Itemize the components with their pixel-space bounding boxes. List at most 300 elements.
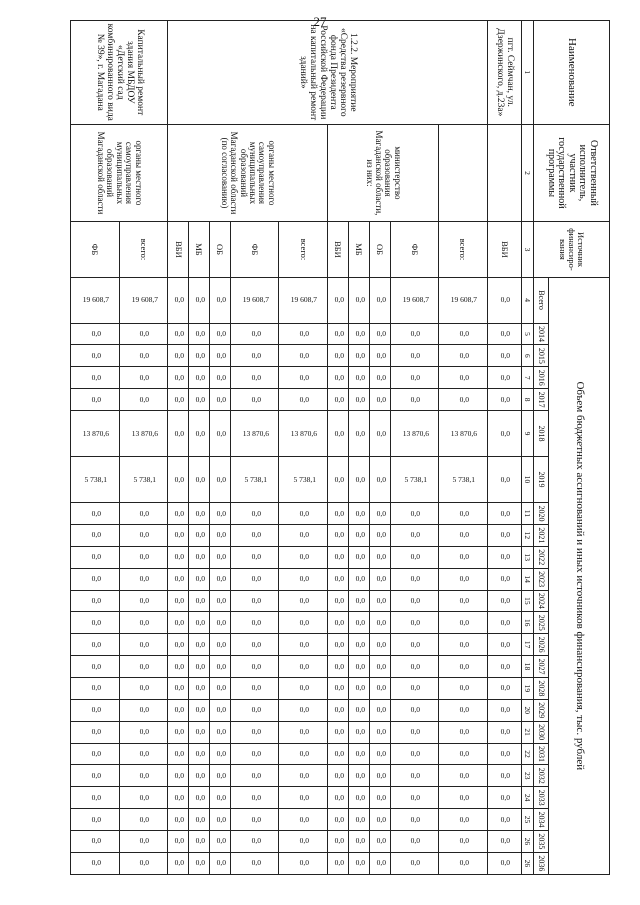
row-value-text: 0,0 (334, 749, 344, 758)
row-value-text: 0,0 (195, 530, 205, 540)
row-value (369, 411, 390, 457)
row-value (189, 677, 210, 699)
row-value-text: 0,0 (299, 770, 310, 780)
row-value-text: 0,0 (195, 617, 205, 627)
row-value-text: 0,0 (410, 814, 421, 824)
row-value-text: 0,0 (299, 574, 310, 584)
row-value (209, 590, 230, 612)
row-value-text: 0,0 (410, 350, 421, 360)
row-value-text: 0,0 (410, 792, 421, 802)
row-value-text: 0,0 (299, 552, 310, 562)
row-value (189, 721, 210, 743)
row-value (279, 743, 328, 765)
row-value (439, 524, 488, 546)
row-value (439, 830, 488, 852)
row-value-text: 0,0 (195, 770, 205, 780)
rotated-table (70, 20, 610, 875)
row-value-text: 0,0 (139, 770, 150, 780)
header-year: 2018 (534, 411, 549, 457)
row-value (119, 809, 168, 831)
row-value-text: 0,0 (500, 639, 511, 649)
row-value-text: 0,0 (91, 329, 101, 339)
row-responsible (439, 124, 488, 222)
row-value (209, 277, 230, 323)
row-value (71, 568, 120, 590)
row-value-text: 0,0 (500, 814, 511, 824)
row-value (168, 787, 189, 809)
row-value-text: 0,0 (500, 329, 511, 339)
row-value (439, 590, 488, 612)
header-year: 2016 (534, 367, 549, 389)
row-value-text: 0,0 (500, 705, 511, 715)
row-value-text: 0,0 (174, 617, 184, 627)
row-value-text: 0,0 (334, 836, 344, 846)
row-value-text: 0,0 (376, 329, 386, 339)
row-value (168, 612, 189, 634)
row-value-text: 0,0 (355, 295, 365, 305)
row-value-text: 0,0 (216, 474, 226, 484)
row-value (168, 677, 189, 699)
header-name: Наименование (534, 21, 610, 125)
row-value (487, 743, 521, 765)
row-value-text: 0,0 (334, 858, 344, 868)
row-value (209, 721, 230, 743)
row-value (71, 524, 120, 546)
row-value (439, 389, 488, 411)
row-value (439, 787, 488, 809)
row-value-text: 0,0 (459, 858, 469, 868)
row-value-text: 0,0 (195, 814, 205, 824)
row-value-text: 5 738,1 (84, 474, 108, 484)
row-value-text: 0,0 (91, 530, 101, 540)
row-value-text: 0,0 (410, 552, 421, 562)
row-value-text: 0,0 (91, 858, 101, 868)
row-value-text: 0,0 (299, 617, 310, 627)
row-value (327, 524, 348, 546)
row-value-text: 0,0 (299, 530, 310, 540)
page-number: 27 (313, 14, 327, 29)
row-value (71, 830, 120, 852)
row-value (209, 345, 230, 367)
row-value-text: 0,0 (334, 329, 344, 339)
row-value-text: 0,0 (376, 705, 386, 715)
row-value-text: 0,0 (299, 394, 310, 404)
row-value-text: 0,0 (174, 792, 184, 802)
row-value (369, 765, 390, 787)
row-value (439, 345, 488, 367)
header-year: 2022 (534, 546, 549, 568)
row-value (390, 852, 439, 874)
row-value (230, 677, 279, 699)
row-value (348, 524, 369, 546)
row-value-text: 0,0 (459, 372, 469, 382)
row-value (230, 634, 279, 656)
row-value-text: 0,0 (299, 792, 310, 802)
row-value (327, 411, 348, 457)
row-value-text: 0,0 (376, 595, 386, 605)
header-col-number: 17 (522, 634, 534, 656)
row-value-text: 0,0 (174, 428, 184, 438)
row-value-text: 0,0 (139, 792, 150, 802)
row-value-text: 0,0 (410, 574, 421, 584)
row-value (230, 743, 279, 765)
row-value (327, 457, 348, 503)
row-value (71, 590, 120, 612)
row-value-text: 13 870,6 (82, 428, 110, 438)
row-value-text: 0,0 (251, 329, 261, 339)
row-value-text: 0,0 (500, 428, 511, 438)
row-value (168, 546, 189, 568)
row-value (439, 656, 488, 678)
header-col-number: 8 (522, 389, 534, 411)
row-value-text: 0,0 (334, 508, 344, 518)
row-value (71, 721, 120, 743)
header-year: 2019 (534, 457, 549, 503)
row-value-text: 0,0 (410, 836, 421, 846)
row-value (230, 524, 279, 546)
row-value (348, 765, 369, 787)
row-value (348, 590, 369, 612)
row-value-text: 0,0 (376, 350, 386, 360)
row-value-text: 0,0 (376, 574, 386, 584)
row-value (168, 568, 189, 590)
row-value (168, 524, 189, 546)
row-value (390, 634, 439, 656)
row-value-text: 0,0 (139, 508, 150, 518)
row-value (279, 699, 328, 721)
row-value (327, 590, 348, 612)
row-value-text: 0,0 (376, 474, 386, 484)
row-value (439, 568, 488, 590)
row-value-text: 0,0 (376, 792, 386, 802)
row-value-text: 0,0 (195, 508, 205, 518)
row-value-text: 0,0 (376, 770, 386, 780)
row-value-text: 0,0 (216, 552, 226, 562)
row-value (279, 546, 328, 568)
row-value-text: 0,0 (216, 814, 226, 824)
header-col-number: 19 (522, 677, 534, 699)
row-value (189, 656, 210, 678)
row-value (369, 852, 390, 874)
row-value-text: 0,0 (195, 792, 205, 802)
row-value-text: 0,0 (459, 661, 469, 671)
row-value-text: 0,0 (410, 530, 421, 540)
row-value-text: 5 738,1 (133, 474, 156, 484)
row-value-text: 0,0 (376, 617, 386, 627)
row-value (119, 721, 168, 743)
row-value-text: 0,0 (459, 530, 469, 540)
row-value-text: 0,0 (299, 661, 310, 671)
row-value-text: 0,0 (299, 350, 310, 360)
row-value-text: 0,0 (216, 792, 226, 802)
row-value-text: 5 738,1 (244, 474, 268, 484)
header-year: 2025 (534, 612, 549, 634)
row-value (189, 830, 210, 852)
row-value (279, 765, 328, 787)
row-value (439, 503, 488, 525)
row-value-text: 0,0 (355, 372, 365, 382)
rotated-table-container (70, 20, 610, 875)
header-col-number: 4 (522, 277, 534, 323)
row-value-text: 0,0 (195, 474, 205, 484)
row-value (189, 323, 210, 345)
row-value-text: 0,0 (251, 617, 261, 627)
row-value (369, 546, 390, 568)
row-value (369, 323, 390, 345)
row-value (487, 546, 521, 568)
row-value (230, 277, 279, 323)
header-col-number: 26 (522, 830, 534, 852)
row-value (487, 503, 521, 525)
row-value-text: 0,0 (334, 792, 344, 802)
header-col-number: 3 (522, 222, 534, 277)
row-value (390, 389, 439, 411)
header-year: 2023 (534, 568, 549, 590)
row-value (327, 677, 348, 699)
row-source: ВБИ (487, 222, 521, 277)
row-value (209, 809, 230, 831)
row-value-text: 0,0 (91, 350, 101, 360)
row-value-text: 0,0 (195, 574, 205, 584)
row-value (168, 411, 189, 457)
row-value-text: 0,0 (195, 372, 205, 382)
row-value-text: 0,0 (500, 552, 511, 562)
row-value-text: 0,0 (139, 639, 150, 649)
row-value-text: 0,0 (500, 530, 511, 540)
row-value-text: 0,0 (299, 639, 310, 649)
row-value (230, 612, 279, 634)
row-value-text: 0,0 (459, 836, 469, 846)
row-value (71, 457, 120, 503)
row-value (327, 612, 348, 634)
header-col-number: 25 (522, 809, 534, 831)
table-row (119, 21, 168, 875)
row-value (390, 612, 439, 634)
row-value (168, 721, 189, 743)
row-value (71, 809, 120, 831)
row-value-text: 0,0 (376, 683, 386, 693)
row-value (230, 568, 279, 590)
row-value-text: 0,0 (376, 372, 386, 382)
row-value (189, 277, 210, 323)
row-value-text: 0,0 (251, 508, 261, 518)
row-value (209, 411, 230, 457)
row-value (230, 503, 279, 525)
row-value (230, 721, 279, 743)
row-value-text: 0,0 (500, 508, 511, 518)
row-value (230, 389, 279, 411)
header-col-number: 12 (522, 524, 534, 546)
row-value-text: 19 608,7 (82, 295, 110, 305)
row-value (279, 677, 328, 699)
row-responsible (487, 124, 521, 222)
row-value-text: 0,0 (459, 705, 469, 715)
row-value (369, 612, 390, 634)
row-value (168, 367, 189, 389)
row-value (230, 765, 279, 787)
row-value-text: 0,0 (334, 295, 344, 305)
row-value-text: 0,0 (216, 530, 226, 540)
row-value (327, 503, 348, 525)
row-value-text: 0,0 (410, 661, 421, 671)
row-value (390, 568, 439, 590)
row-value-text: 0,0 (174, 508, 184, 518)
row-value-text: 0,0 (410, 508, 421, 518)
row-value-text: 0,0 (91, 595, 101, 605)
row-value-text: 0,0 (299, 836, 310, 846)
row-value-text: 0,0 (174, 770, 184, 780)
row-value (348, 411, 369, 457)
row-value-text: 0,0 (139, 727, 150, 737)
row-value-text: 0,0 (91, 814, 101, 824)
header-col-number: 7 (522, 367, 534, 389)
row-value (439, 457, 488, 503)
row-value (168, 457, 189, 503)
row-value (327, 277, 348, 323)
row-value (439, 765, 488, 787)
row-value (71, 743, 120, 765)
header-col-number: 26 (522, 852, 534, 874)
row-value-text: 0,0 (376, 295, 386, 305)
row-value-text: 0,0 (299, 329, 310, 339)
row-value (327, 323, 348, 345)
row-value (487, 568, 521, 590)
row-value-text: 0,0 (195, 350, 205, 360)
row-value (189, 765, 210, 787)
row-value (390, 830, 439, 852)
row-value (168, 699, 189, 721)
row-value-text: 0,0 (410, 770, 421, 780)
row-value-text: 0,0 (355, 749, 365, 758)
row-value (279, 634, 328, 656)
header-col-number: 18 (522, 656, 534, 678)
row-value (209, 677, 230, 699)
row-value (279, 852, 328, 874)
row-value (279, 590, 328, 612)
row-value (279, 524, 328, 546)
row-value (279, 411, 328, 457)
row-value (369, 503, 390, 525)
row-value (209, 389, 230, 411)
row-value (209, 852, 230, 874)
row-value (71, 656, 120, 678)
row-value-text: 0,0 (91, 770, 101, 780)
row-value (71, 323, 120, 345)
row-value (487, 699, 521, 721)
row-value-text: 0,0 (459, 595, 469, 605)
row-value (119, 457, 168, 503)
row-value-text: 0,0 (139, 705, 150, 715)
row-value (390, 277, 439, 323)
row-value-text: 0,0 (334, 727, 344, 737)
header-year: 2021 (534, 524, 549, 546)
row-value-text: 0,0 (334, 428, 344, 438)
row-value (168, 590, 189, 612)
row-value-text: 0,0 (216, 705, 226, 715)
row-value (279, 503, 328, 525)
row-value (119, 345, 168, 367)
header-col-number: 11 (522, 503, 534, 525)
row-value-text: 0,0 (174, 814, 184, 824)
header-col-number: 24 (522, 787, 534, 809)
row-value (189, 590, 210, 612)
row-value (327, 721, 348, 743)
row-value (439, 323, 488, 345)
row-value (487, 656, 521, 678)
row-value-text: 0,0 (355, 683, 365, 693)
row-value-text: 0,0 (299, 508, 310, 518)
row-value-text: 0,0 (91, 792, 101, 802)
row-value (119, 765, 168, 787)
header-year: 2026 (534, 634, 549, 656)
row-value-text: 0,0 (216, 372, 226, 382)
row-value-text: 0,0 (251, 350, 261, 360)
header-year: 2014 (534, 323, 549, 345)
row-source: ВБИ (168, 222, 189, 277)
row-value (327, 345, 348, 367)
row-value (168, 345, 189, 367)
row-value (487, 721, 521, 743)
row-value-text: 0,0 (139, 617, 150, 627)
table-row (487, 21, 521, 875)
row-source: ФБ (71, 222, 120, 277)
row-value-text: 0,0 (334, 372, 344, 382)
row-value (189, 568, 210, 590)
header-year: 2030 (534, 721, 549, 743)
row-value-text: 0,0 (139, 530, 150, 540)
row-value (439, 743, 488, 765)
row-value-text: 0,0 (139, 749, 150, 758)
row-value (390, 787, 439, 809)
header-total: Всего (534, 277, 549, 323)
row-value (189, 457, 210, 503)
row-value (487, 809, 521, 831)
row-value (209, 743, 230, 765)
row-value-text: 0,0 (334, 770, 344, 780)
row-value-text: 0,0 (139, 329, 150, 339)
row-value-text: 0,0 (251, 574, 261, 584)
row-responsible: органы местного самоуправления муниципальных образований Магаданской области (71, 124, 168, 222)
row-value-text: 0,0 (410, 329, 421, 339)
row-value-text: 0,0 (139, 836, 150, 846)
row-value (189, 852, 210, 874)
row-value (209, 546, 230, 568)
row-value (439, 546, 488, 568)
row-value (369, 743, 390, 765)
row-value-text: 0,0 (216, 661, 226, 671)
row-value-text: 0,0 (251, 394, 261, 404)
header-col-number: 1 (522, 21, 534, 125)
header-year: 2020 (534, 503, 549, 525)
row-value (119, 656, 168, 678)
row-value (168, 809, 189, 831)
row-value (209, 612, 230, 634)
row-value (168, 830, 189, 852)
header-col-number: 21 (522, 721, 534, 743)
row-value (487, 411, 521, 457)
row-value-text: 0,0 (251, 770, 261, 780)
row-value (71, 389, 120, 411)
row-value (119, 699, 168, 721)
row-value (487, 524, 521, 546)
row-value-text: 0,0 (355, 530, 365, 540)
row-value-text: 0,0 (500, 858, 511, 868)
row-value-text: 0,0 (376, 394, 386, 404)
row-value-text: 0,0 (195, 727, 205, 737)
row-value (230, 787, 279, 809)
row-value-text: 0,0 (174, 329, 184, 339)
row-value-text: 0,0 (216, 350, 226, 360)
